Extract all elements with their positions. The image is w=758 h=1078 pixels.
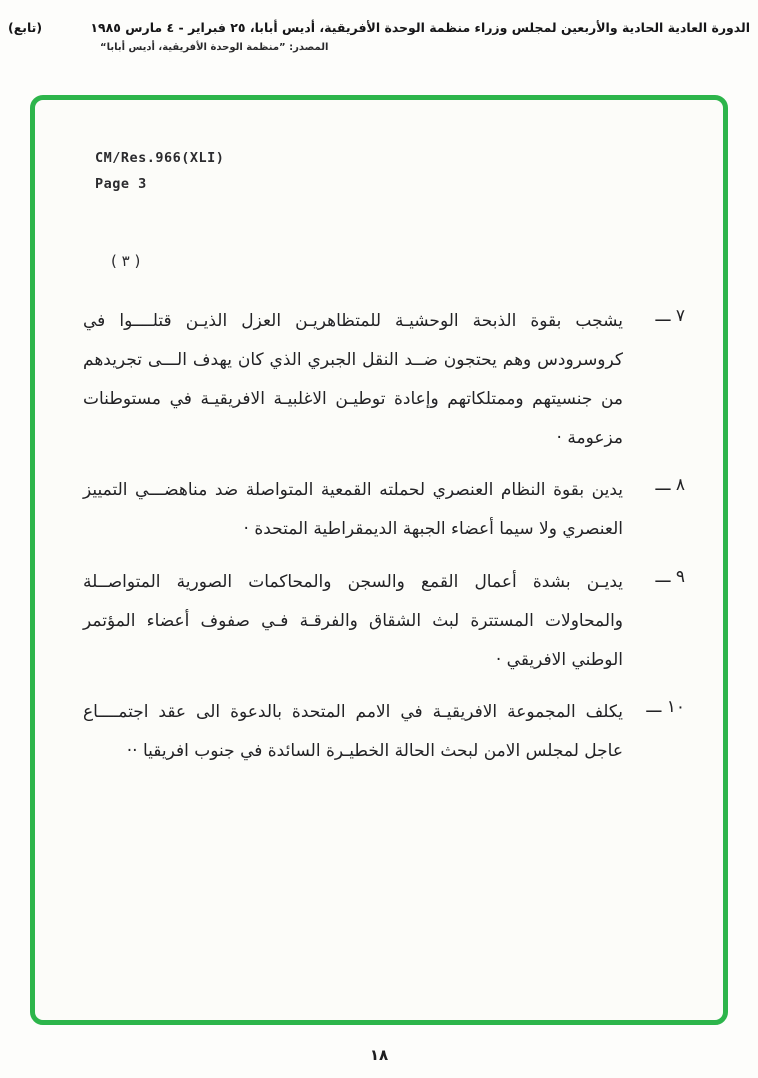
clause-number: [629, 302, 685, 458]
clause-dash: ـــ: [646, 696, 662, 717]
clause-number: [629, 563, 685, 680]
clause-number: [629, 471, 685, 549]
clause-text: يكلف المجموعة الافريقيـة في الامم المتحدة بالدعوة الى عقد اجتمــــاع عاجل لمجلس الامن لبحث الحالة الخطيـرة السائدة في جنوب افريقيا ··: [83, 701, 623, 761]
continued-label: (تابع): [8, 20, 43, 35]
clause-number-glyph: ٨: [675, 475, 685, 496]
clause-number-glyph: ٧: [675, 306, 685, 326]
clause-7: [83, 302, 685, 458]
source-line: المصدر: ”منظمة الوحدة الأفريقية، أديس أبابا“: [100, 42, 329, 53]
clause-text: يدين بقوة النظام العنصري لحملته القمعية المتواصلة ضد مناهضـــي التمييز العنصري ولا سيما أعضاء الجبهة الديمقراطية المتحدة ·: [83, 480, 623, 540]
clause-8: [83, 471, 685, 549]
page-header: [8, 20, 750, 53]
clause-dash: ـــ: [655, 566, 671, 587]
session-title: الدورة العادية الحادية والأربعين لمجلس وزراء منظمة الوحدة الأفريقية، أديس أبابا، ٢٥ فبراير - ٤ مارس ١٩٨٥: [90, 20, 750, 35]
page-label: Page 3: [95, 176, 147, 192]
footer-page-number: ١٨: [369, 1046, 389, 1064]
clause-dash: ـــ: [655, 475, 671, 496]
document-page: [35, 100, 723, 1020]
clause-10: [83, 693, 685, 771]
clause-dash: ـــ: [655, 306, 671, 326]
resolution-reference: CM/Res.966(XLI): [95, 150, 225, 166]
session-title-line: [8, 20, 750, 35]
clause-number-glyph: ١٠: [666, 696, 685, 717]
clause-text: يديـن بشدة أعمال القمع والسجن والمحاكمات الصورية المتواصــلة والمحاولات المستترة لبث الشقاق والفرقـة فـي صفوف أعضاء المؤتمر الوطني الافريقي ·: [83, 571, 623, 670]
section-marker: ( ٣ ): [111, 252, 141, 270]
clause-9: [83, 563, 685, 680]
resolution-clauses: [83, 302, 685, 771]
clause-number-glyph: ٩: [675, 566, 685, 587]
clause-number: [629, 693, 685, 771]
clause-text: يشجب بقوة الذبحة الوحشيـة للمتظاهريـن العزل الذيـن قتلــــوا في كروسرودس وهم يحتجون ضــد النقل الجبري الذي كان يهدف الـــى تجريدهم من جنسيتهم وممتلكاتهم وإعادة توطيـن الاغلبيـة الافريقيـة في مستوطنات مزعومة ·: [83, 311, 623, 449]
scan-highlight-frame: [30, 95, 728, 1025]
